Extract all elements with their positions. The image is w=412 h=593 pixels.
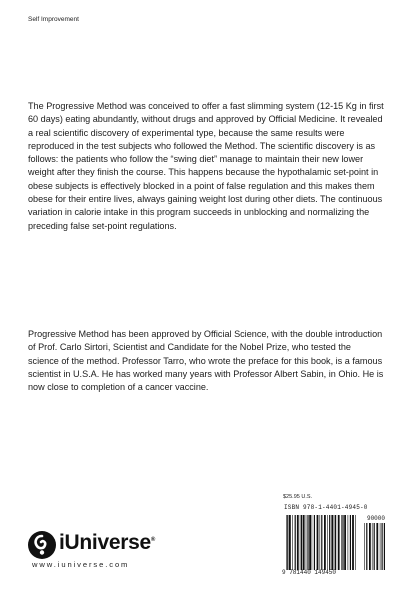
barcode-bar xyxy=(380,523,381,570)
barcode-bar xyxy=(292,515,293,570)
barcode-bar xyxy=(335,515,336,570)
category-label: Self Improvement xyxy=(28,16,79,23)
barcode-bar xyxy=(307,515,308,570)
barcode-bar xyxy=(334,515,335,570)
barcode-bar xyxy=(309,515,311,570)
barcode-bar xyxy=(329,515,330,570)
barcode-bar xyxy=(338,515,340,570)
barcode-bar xyxy=(324,515,326,570)
barcode-bar xyxy=(372,523,373,570)
price-label: $25.95 U.S. xyxy=(283,494,313,500)
barcode-bar xyxy=(364,523,365,570)
publisher-logo xyxy=(27,530,177,560)
barcode-bar xyxy=(350,515,351,570)
iuniverse-swirl-icon xyxy=(27,530,57,560)
barcode-bar xyxy=(320,515,321,570)
barcode-bar xyxy=(344,515,346,570)
barcode-bar xyxy=(342,515,343,570)
ean-digits: 9 781440 149450 xyxy=(282,569,337,576)
barcode-block xyxy=(282,504,385,577)
endorsement-paragraph: Progressive Method has been approved by Official Science, with the double introduction of Prof. Carlo Sirtori, Scientist and Candidate for the Nobel Prize, who tested the science of the method. Professor Tarro, who wrote the preface for this book, is a famous scientist in U.S.A. He has worked many years with Professor Albert Sabin, in Ohio. He is now close to completion of a cancer vaccine. xyxy=(28,329,384,393)
barcode-bar xyxy=(321,515,322,570)
barcode-bar xyxy=(303,515,305,570)
barcode-bar xyxy=(286,515,287,570)
isbn-text: ISBN 978-1-4401-4945-0 xyxy=(284,504,368,511)
barcode-bar xyxy=(384,523,385,570)
barcode-bar xyxy=(312,515,313,570)
barcode-bar xyxy=(382,523,383,570)
barcode-bar xyxy=(331,515,333,570)
barcode-bar xyxy=(297,515,299,570)
barcode-bar xyxy=(327,515,328,570)
barcode-bar xyxy=(317,515,319,570)
barcode-bar xyxy=(352,515,354,570)
description-paragraph: The Progressive Method was conceived to offer a fast slimming system (12-15 Kg in first 60 days) eating abundantly, without drugs and approved by Official Medicine. It revealed a real scientific discovery of experimental type, because the same results were reproduced in the test subjects who followed the Method. The scientific discovery is as follows: the patients who follow the “swing diet” manage to maintain their new lower weight after they finish the course. This happens because the hypothalamic set-point in obese subjects is effectively blocked in a point of false regulation and this makes them obese for their entire lives, always gaining weight lost during other diets. The continuous variation in calorie intake in this program succeeds in unblocking and normalizing the preceding false set-point regulations. xyxy=(28,101,384,231)
barcode-bar xyxy=(295,515,296,570)
barcode-bar xyxy=(355,515,356,570)
ean-barcode xyxy=(286,515,356,570)
barcode-bar xyxy=(314,515,315,570)
barcode-bar xyxy=(374,523,375,570)
barcode-bar xyxy=(348,515,349,570)
addon-barcode xyxy=(364,523,385,570)
barcode-bar xyxy=(306,515,307,570)
barcode-bar xyxy=(289,515,291,570)
publisher-name: iUniverse® xyxy=(59,531,155,554)
barcode-bar xyxy=(366,523,367,570)
barcode-bar xyxy=(369,523,371,570)
barcode-bar xyxy=(301,515,302,570)
barcode-bar xyxy=(341,515,342,570)
barcode-bar xyxy=(300,515,301,570)
barcode-bar xyxy=(287,515,288,570)
trademark-mark: ® xyxy=(150,537,155,543)
barcode-bar xyxy=(376,523,378,570)
price-code: 90000 xyxy=(366,515,385,522)
publisher-website: www.iuniverse.com xyxy=(32,560,130,569)
